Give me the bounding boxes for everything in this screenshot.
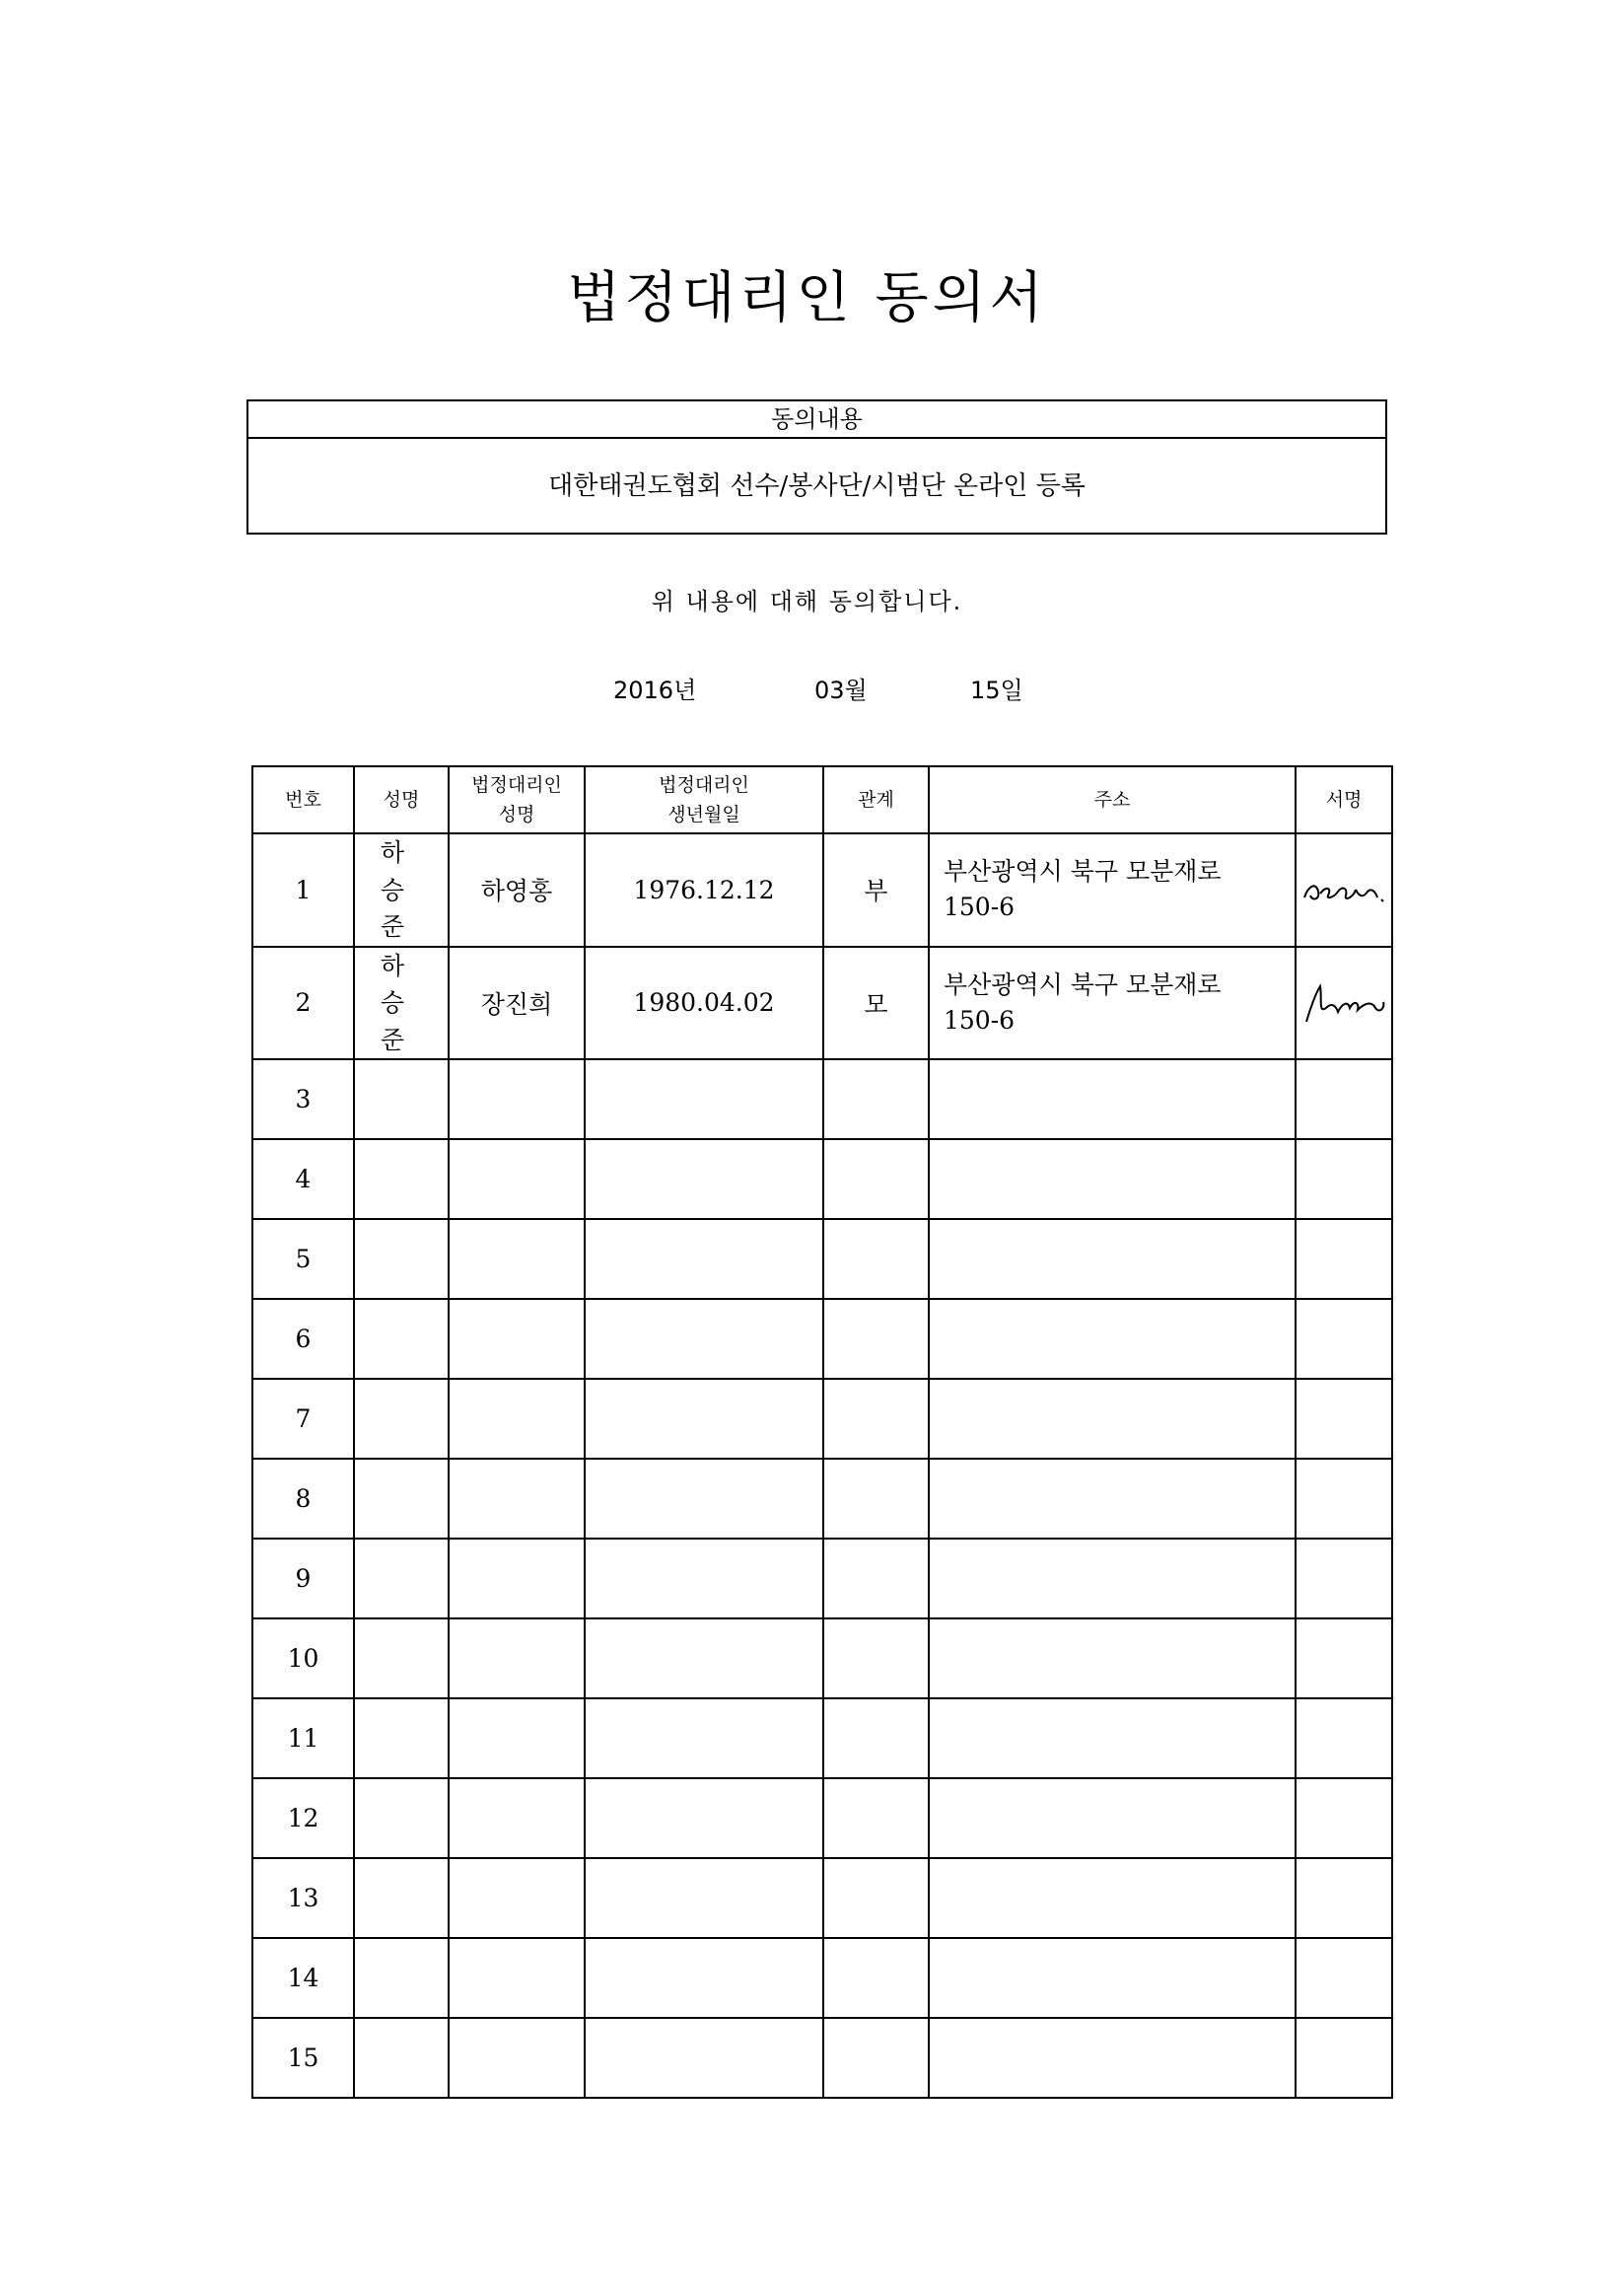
header-guardian-name: 법정대리인 성명 [449, 766, 585, 833]
row-address [929, 1539, 1296, 1618]
row-relation [823, 1459, 929, 1539]
table-row [252, 833, 1392, 947]
table-row [252, 1858, 1392, 1938]
header-no: 번호 [252, 766, 354, 833]
table-row [252, 947, 1392, 1060]
table-row [252, 1219, 1392, 1299]
row-number: 11 [252, 1698, 354, 1778]
row-guardian-birth [585, 1059, 823, 1139]
row-guardian-name [449, 1858, 585, 1938]
row-number: 13 [252, 1858, 354, 1938]
row-signature [1296, 1299, 1392, 1379]
row-guardian-name [449, 1459, 585, 1539]
table-row [252, 1379, 1392, 1459]
row-number: 6 [252, 1299, 354, 1379]
row-name [354, 1858, 449, 1938]
row-relation: 부 [823, 833, 929, 947]
row-name [354, 1219, 449, 1299]
row-address [929, 833, 1296, 947]
table-row [252, 1698, 1392, 1778]
row-guardian-name [449, 2018, 585, 2098]
row-signature [1296, 1778, 1392, 1858]
row-guardian-birth: 1976.12.12 [585, 833, 823, 947]
date-year: 2016년 [613, 677, 697, 704]
row-signature [1296, 1698, 1392, 1778]
row-address [929, 1858, 1296, 1938]
row-number: 8 [252, 1459, 354, 1539]
row-number: 9 [252, 1539, 354, 1618]
row-guardian-birth [585, 1299, 823, 1379]
consent-header: 동의내용 [248, 401, 1385, 439]
row-relation [823, 1219, 929, 1299]
table-header-row [252, 766, 1392, 833]
row-name [354, 1539, 449, 1618]
table-row [252, 1059, 1392, 1139]
table-row [252, 2018, 1392, 2098]
row-signature [1296, 833, 1392, 947]
row-guardian-name: 하영홍 [449, 833, 585, 947]
row-guardian-name [449, 1778, 585, 1858]
date-month: 03월 [814, 677, 868, 704]
row-number: 14 [252, 1938, 354, 2018]
row-address [929, 1938, 1296, 2018]
row-guardian-birth [585, 1379, 823, 1459]
row-signature [1296, 1618, 1392, 1698]
row-guardian-name [449, 1379, 585, 1459]
row-address [929, 1219, 1296, 1299]
date-day: 15일 [970, 677, 1023, 704]
row-number: 3 [252, 1059, 354, 1139]
row-number: 12 [252, 1778, 354, 1858]
row-signature [1296, 1938, 1392, 2018]
row-guardian-name [449, 1219, 585, 1299]
row-signature [1296, 1219, 1392, 1299]
row-guardian-name [449, 1299, 585, 1379]
row-name [354, 1379, 449, 1459]
row-name [354, 1938, 449, 2018]
row-name [354, 1778, 449, 1858]
row-guardian-name [449, 1698, 585, 1778]
row-relation [823, 2018, 929, 2098]
signature-icon [1298, 868, 1389, 911]
row-signature [1296, 947, 1392, 1060]
row-guardian-birth [585, 1539, 823, 1618]
row-signature [1296, 1459, 1392, 1539]
row-guardian-birth [585, 1219, 823, 1299]
row-guardian-name [449, 1618, 585, 1698]
table-row [252, 1778, 1392, 1858]
header-relation: 관계 [823, 766, 929, 833]
header-address: 주소 [929, 766, 1296, 833]
header-guardian-birth: 법정대리인 생년월일 [585, 766, 823, 833]
row-guardian-birth [585, 2018, 823, 2098]
row-address [929, 1618, 1296, 1698]
row-relation: 모 [823, 947, 929, 1060]
consent-body: 대한태권도협회 선수/봉사단/시범단 온라인 등록 [548, 471, 1086, 501]
row-name: 하 승 준 [354, 947, 449, 1060]
row-guardian-name [449, 1059, 585, 1139]
table-row [252, 1539, 1392, 1618]
row-signature [1296, 2018, 1392, 2098]
row-address [929, 1698, 1296, 1778]
address-line-1: 부산광역시 북구 모분재로 [944, 857, 1222, 886]
row-number: 2 [252, 947, 354, 1060]
table-row [252, 1618, 1392, 1698]
table-row [252, 1139, 1392, 1219]
row-address [929, 1059, 1296, 1139]
header-signature: 서명 [1296, 766, 1392, 833]
document-title: 법정대리인 동의서 [567, 266, 1047, 330]
row-name [354, 1698, 449, 1778]
table-row [252, 1299, 1392, 1379]
signature-icon [1298, 978, 1389, 1028]
address-line-2: 150-6 [944, 893, 1016, 922]
row-guardian-birth [585, 1459, 823, 1539]
row-guardian-name [449, 1938, 585, 2018]
row-address [929, 1778, 1296, 1858]
row-relation [823, 1778, 929, 1858]
row-guardian-birth [585, 1858, 823, 1938]
address-line-2: 150-6 [944, 1005, 1016, 1035]
row-name [354, 2018, 449, 2098]
row-relation [823, 1139, 929, 1219]
row-name [354, 1299, 449, 1379]
row-signature [1296, 1858, 1392, 1938]
registration-table [251, 765, 1393, 2099]
row-relation [823, 1938, 929, 2018]
row-address [929, 947, 1296, 1060]
agreement-statement: 위 내용에 대해 동의합니다. [651, 588, 963, 615]
row-guardian-birth [585, 1618, 823, 1698]
row-name [354, 1618, 449, 1698]
row-relation [823, 1059, 929, 1139]
row-name [354, 1139, 449, 1219]
header-name: 성명 [354, 766, 449, 833]
row-address [929, 2018, 1296, 2098]
row-relation [823, 1698, 929, 1778]
row-number: 5 [252, 1219, 354, 1299]
row-name [354, 1059, 449, 1139]
row-number: 1 [252, 833, 354, 947]
row-guardian-name [449, 1139, 585, 1219]
row-name [354, 1459, 449, 1539]
row-relation [823, 1858, 929, 1938]
row-guardian-birth [585, 1698, 823, 1778]
row-guardian-name: 장진희 [449, 947, 585, 1060]
row-signature [1296, 1539, 1392, 1618]
address-line-1: 부산광역시 북구 모분재로 [944, 969, 1222, 999]
row-address [929, 1139, 1296, 1219]
row-guardian-birth [585, 1778, 823, 1858]
row-number: 4 [252, 1139, 354, 1219]
row-number: 10 [252, 1618, 354, 1698]
row-address [929, 1379, 1296, 1459]
row-signature [1296, 1139, 1392, 1219]
row-number: 7 [252, 1379, 354, 1459]
row-name: 하 승 준 [354, 833, 449, 947]
row-guardian-birth [585, 1938, 823, 2018]
row-relation [823, 1539, 929, 1618]
table-row [252, 1459, 1392, 1539]
row-relation [823, 1379, 929, 1459]
row-address [929, 1459, 1296, 1539]
row-signature [1296, 1059, 1392, 1139]
row-relation [823, 1299, 929, 1379]
row-number: 15 [252, 2018, 354, 2098]
consent-box [246, 399, 1387, 535]
row-guardian-birth: 1980.04.02 [585, 947, 823, 1060]
row-relation [823, 1618, 929, 1698]
row-guardian-name [449, 1539, 585, 1618]
row-address [929, 1299, 1296, 1379]
table-row [252, 1938, 1392, 2018]
row-guardian-birth [585, 1139, 823, 1219]
row-signature [1296, 1379, 1392, 1459]
